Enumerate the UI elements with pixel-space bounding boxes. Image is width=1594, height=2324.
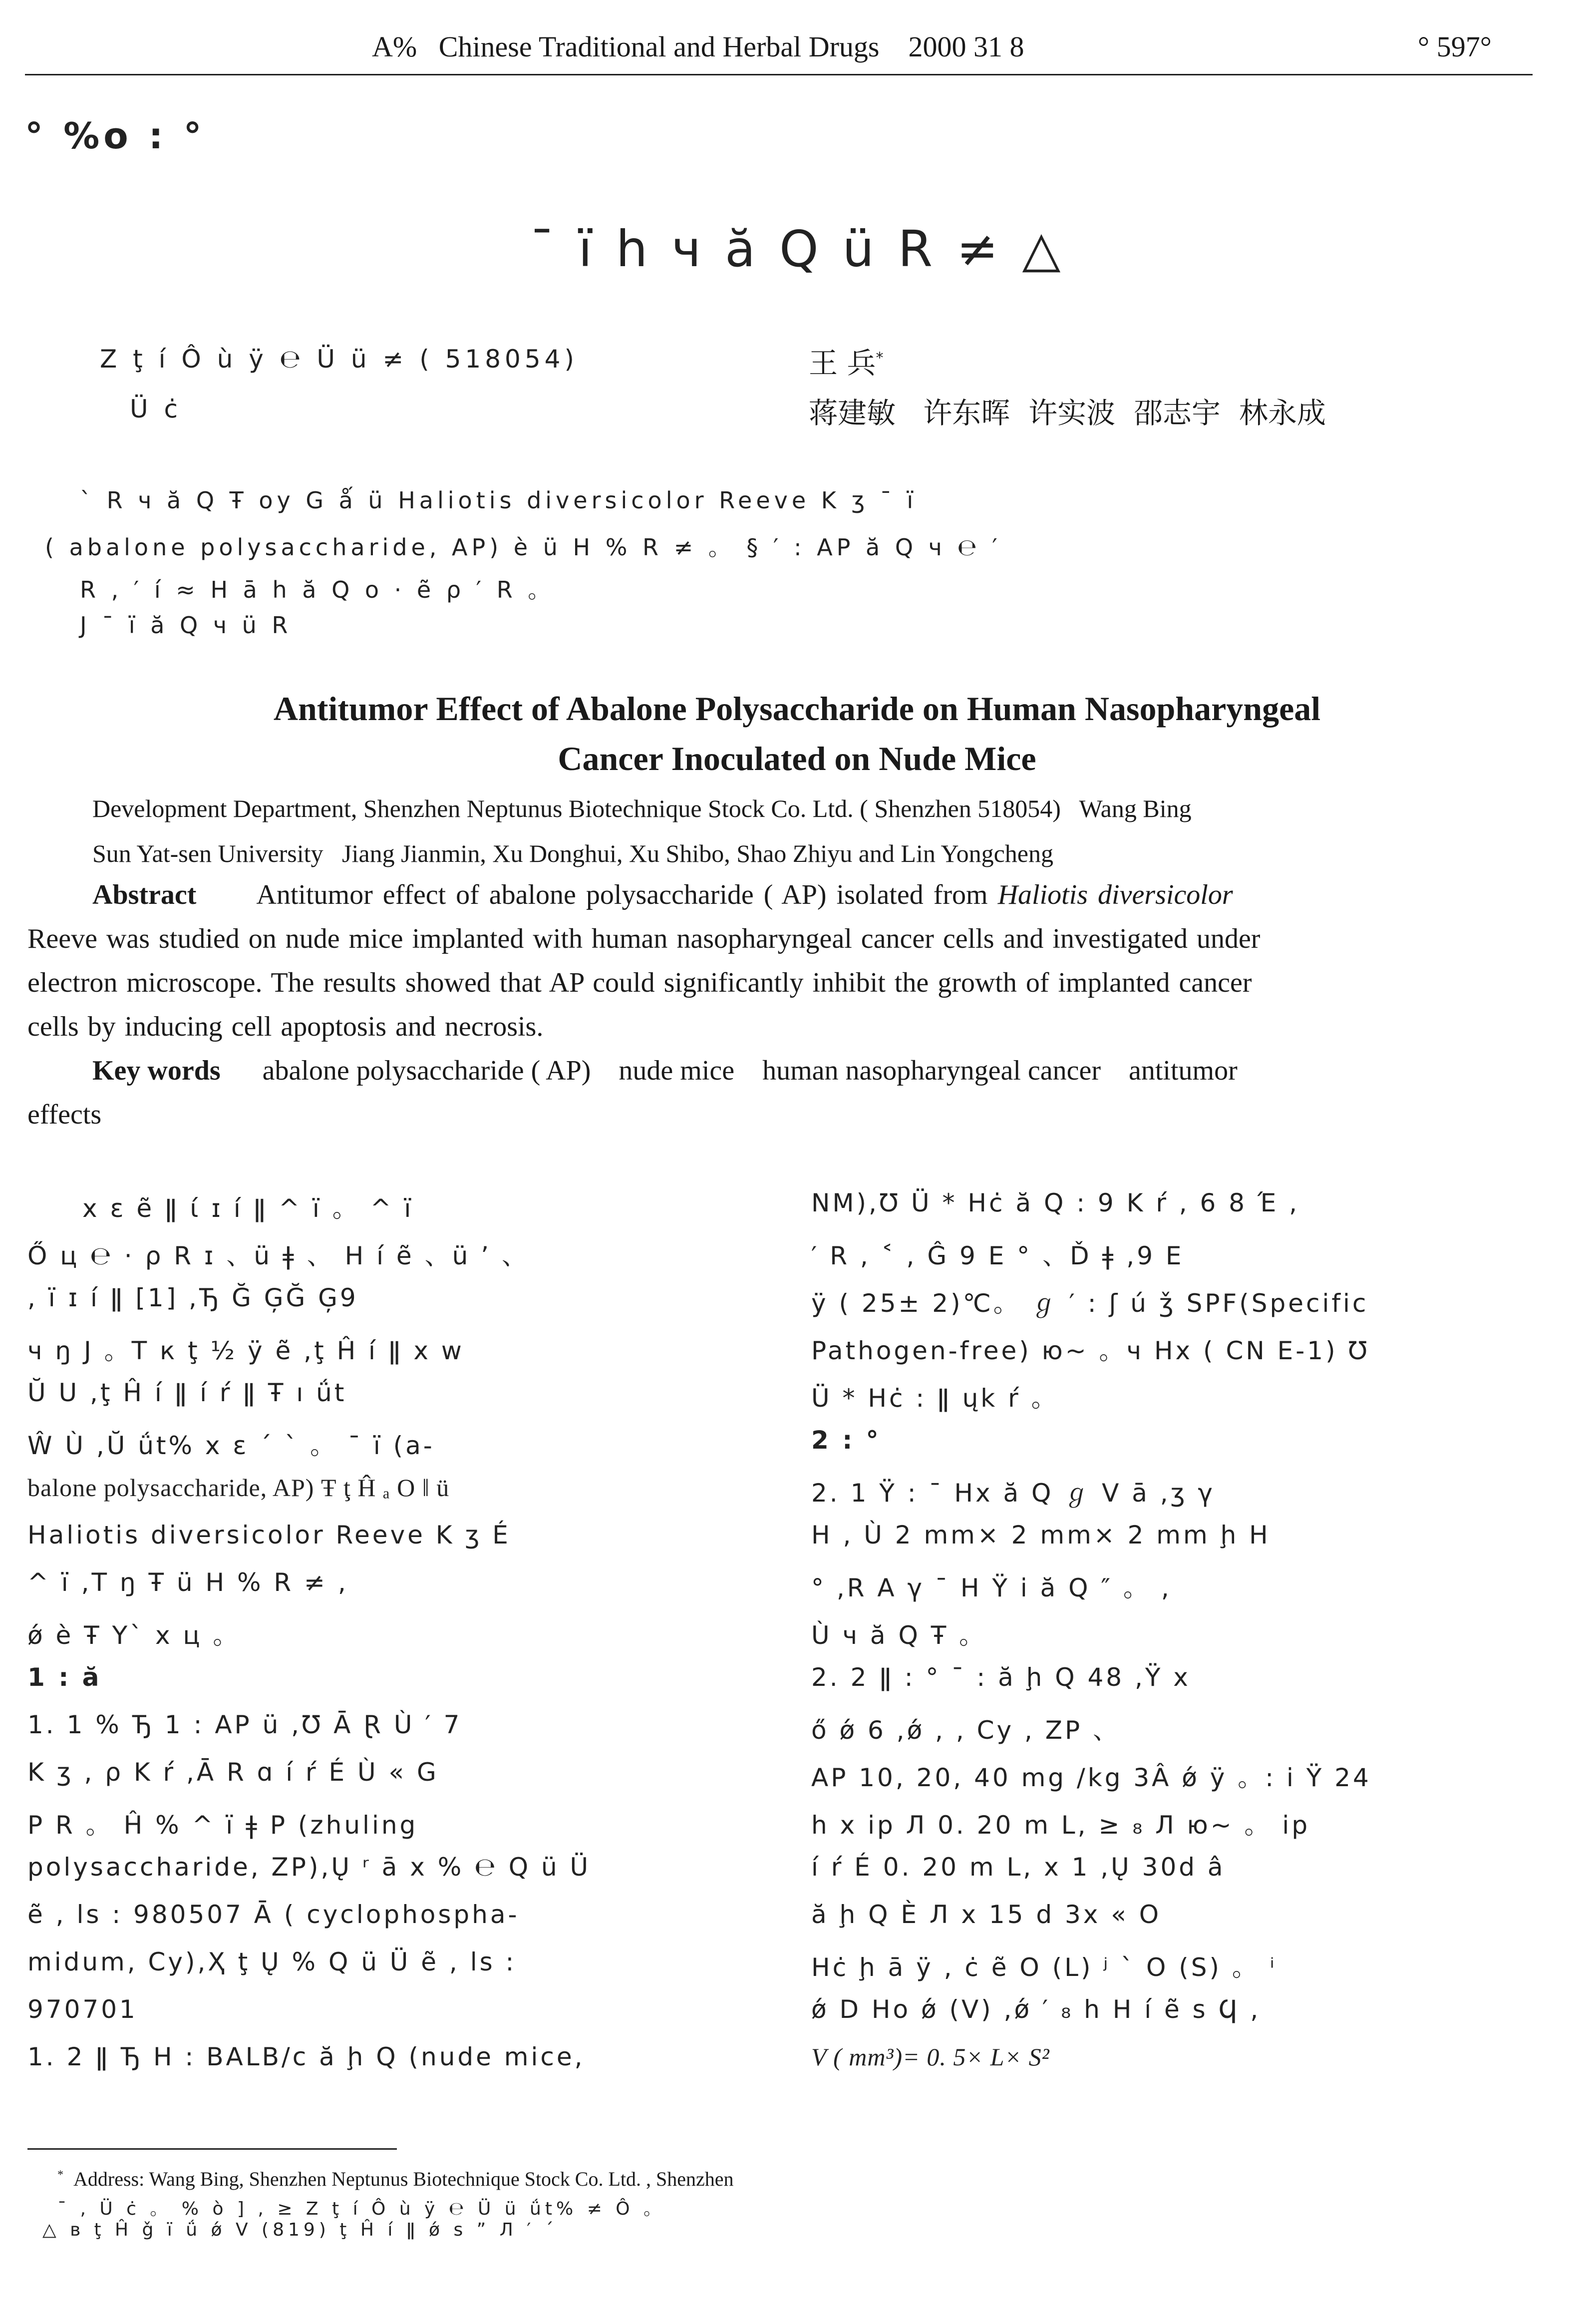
body-line: , ï ɪ í ǁ [1] ,Ђ Ğ ĢĞ Ģ9 <box>27 1283 358 1312</box>
author-chinese-1 <box>809 340 883 382</box>
body-line: h x ip Л 0. 20 m L, ≥ ₈ Л ю~ 。 ip <box>811 1811 1310 1840</box>
body-line: ǿ D Ho ǿ (V) ,ǿ ′ ₈ h H í ẽ s Ϥ , <box>811 1995 1261 2024</box>
body-line: 1. 1 % Ђ 1 : AP ü ,Ʊ Ā Ɽ Ù ′ 7 <box>27 1710 462 1739</box>
abstract-text: Antitumor effect of abalone polysaccharide ( AP) isolated from <box>256 879 998 910</box>
body-line: NM),Ʊ Ü * Hċ ă Q : 9 K ŕ , 6 8 Έ , <box>811 1188 1300 1217</box>
body-line: Ŵ Ù ,Ŭ ǘt% x ε ´ ˋ 。 ˉ ï (a- <box>27 1431 435 1460</box>
keywords-label: Key words <box>92 1055 221 1086</box>
coauthors-chinese: 蒋建敏 许东晖 许实波 邵志宇 林永成 <box>809 396 1326 430</box>
abstract-chinese-1: ˋ R ч ă Q Ŧ oy G ǻ ü Haliotis diversicolor Reeve K ʒ ˉ ï <box>80 487 918 514</box>
abstract-chinese-4: J ˉ ï ă Q ч ü R <box>80 612 292 639</box>
body-line: 2. 2 ǁ : ° ¯ : ă ḩ Q 48 ,Ÿ x <box>811 1663 1191 1692</box>
affiliation-english-1: Development Department, Shenzhen Neptunus Biotechnique Stock Co. Ltd. ( Shenzhen 518054) Wang Bing <box>92 794 1192 822</box>
journal-name: Chinese Traditional and Herbal Drugs <box>438 30 880 63</box>
journal-issue: 2000 31 8 <box>908 30 1024 63</box>
body-line: polysaccharide, ZP),Ų ʳ ā x % ℮ Q ü Ü <box>27 1853 591 1882</box>
body-line: midum, Cy),Ҳ ţ Ų % Q ü Ü ẽ , ls : <box>27 1947 517 1976</box>
footnote-line-3: △ ʙ ţ Ĥ ǧ ï ǘ ǿ V (819) ţ Ĥ í ǁ ǿ s ” Л ′ ´ <box>42 2220 558 2240</box>
footnote-rule <box>27 2148 397 2150</box>
body-line: Ü * Hċ : ǁ ųk ŕ 。 <box>811 1384 1059 1413</box>
header-rule <box>25 74 1533 75</box>
abstract-line-3: electron microscope. The results showed that AP could significantly inhibit the growth of implanted cancer <box>27 967 1252 998</box>
body-line: ÿ ( 25± 2)℃。 ℊ ′ : ʃ ú ǯ SPF(Specific <box>811 1289 1369 1318</box>
abstract-line-4: cells by inducing cell apoptosis and necrosis. <box>27 1011 544 1042</box>
affiliation-chinese-2: Ü ċ <box>130 394 182 423</box>
affiliation-english-2: Sun Yat-sen University Jiang Jianmin, Xu Donghui, Xu Shibo, Shao Zhiyu and Lin Yongcheng <box>92 839 1053 867</box>
abstract-line-2: Reeve was studied on nude mice implanted with human nasopharyngeal cancer cells and investigated under <box>27 923 1261 954</box>
body-line: ǿ è Ŧ Y` x ц 。 <box>27 1621 241 1650</box>
abstract-line-1 <box>92 879 1233 911</box>
species-name: Haliotis diversicolor <box>997 879 1233 910</box>
running-header <box>372 30 1024 63</box>
body-column-left <box>27 1188 751 2112</box>
article-title-line-1: Antitumor Effect of Abalone Polysaccharide on Human Nasopharyngeal <box>273 690 1321 728</box>
body-line: ő ǿ 6 ,ǿ , , Cy , ZP 、 <box>811 1716 1121 1745</box>
section-heading: ° %o : ° <box>25 115 206 157</box>
body-line: Ŭ U ,ţ Ĥ í ǁ í ŕ ǁ Ŧ ı ǘt <box>27 1378 347 1407</box>
page-number: ° 597° <box>1418 30 1492 63</box>
keywords-line-1 <box>92 1055 1238 1087</box>
body-line: Haliotis diversicolor Reeve K ʒ É <box>27 1521 511 1549</box>
article-title-line-2: Cancer Inoculated on Nude Mice <box>558 740 1036 777</box>
body-line: ч ŋ J 。T к ţ ½ ÿ ẽ ,ţ Ĥ í ǁ x w <box>27 1336 464 1365</box>
body-line: ^ ï ,T ŋ Ŧ ü H % R ≠ , <box>27 1568 348 1597</box>
body-line: K ʒ , ρ K ŕ ,Ā R ɑ í ŕ É Ù « G <box>27 1758 439 1787</box>
body-line: Ő ц ℮ · ρ R ɪ 、ü ǂ 、 H í ẽ 、ü ’ 、 <box>27 1241 529 1270</box>
body-line: 1. 2 ǁ Ђ H : BALB/c ă ḩ Q (nude mice, <box>27 2042 585 2071</box>
body-line: x ε ẽ ǁ ί ɪ í ǁ ^ ï 。 ^ ï <box>82 1194 414 1223</box>
body-line: Ù ч ă Q Ŧ 。 <box>811 1621 987 1650</box>
title-chinese: ˉ ï h ч ă Q ü R ≠ △ <box>529 220 1065 278</box>
section-1-heading: 1 : ă <box>27 1663 102 1692</box>
body-line: ẽ , ls : 980507 Ā ( cyclophospha- <box>27 1900 520 1929</box>
body-line: balone polysaccharide, AP) Ŧ ţ Ĥ ₐ O ǁ ü <box>27 1474 450 1502</box>
keywords-line-2: effects <box>27 1099 102 1130</box>
affiliation-chinese-1: Z ţ í Ô ù ÿ ℮ Ü ü ≠ ( 518054) <box>100 345 579 374</box>
footnote-line-2: ˉ , Ü ċ 。 % ò ] , ≥ Z ţ í Ô ù ÿ ℮ Ü ü ǘt% ≠ Ô 。 <box>57 2199 666 2219</box>
header-prefix: A% <box>372 30 417 63</box>
body-line: 2. 1 Ÿ : ¯ Hx ă Q ℊ V ā ,ʒ γ <box>811 1479 1216 1508</box>
footnote-address <box>57 2167 734 2191</box>
body-column-right <box>811 1188 1540 2112</box>
section-2-heading: 2 : ° <box>811 1426 881 1455</box>
abstract-label: Abstract <box>92 879 197 910</box>
author-name: 王 兵 <box>809 346 876 380</box>
body-line: ă ḩ Q È Л x 15 d 3x « O <box>811 1900 1162 1929</box>
body-line: AP 10, 20, 40 mg /kg 3Â ǿ ÿ 。: i Ÿ 24 <box>811 1763 1371 1792</box>
abstract-chinese-2: ( abalone polysaccharide, AP) è ü H % R ≠ 。 § ′ : AP ă Q ч ℮ ′ <box>45 534 1001 561</box>
body-line: Hċ ḩ ā ÿ , ċ ẽ O (L) ʲ ` O (S) 。 ⁱ <box>811 1953 1277 1982</box>
body-line: 970701 <box>27 1995 138 2024</box>
page-number-value: 597 <box>1436 30 1480 63</box>
footnote-mark: * <box>57 2168 63 2182</box>
body-line: H , Ù 2 mm× 2 mm× 2 mm ḩ H <box>811 1521 1271 1549</box>
body-line: ° ,R A γ ¯ H Ÿ i ă Q ″ 。 , <box>811 1573 1172 1602</box>
keywords-text: abalone polysaccharide ( AP) nude mice human nasopharyngeal cancer antitumor <box>262 1055 1238 1086</box>
footnote-address-text: Address: Wang Bing, Shenzhen Neptunus Biotechnique Stock Co. Ltd. , Shenzhen <box>73 2168 734 2190</box>
body-line: í ŕ É 0. 20 m L, x 1 ,Ų 30d â <box>811 1853 1226 1882</box>
body-line: P R 。 Ĥ % ^ ï ǂ P (zhuling <box>27 1811 418 1840</box>
body-line: Pathogen-free) ю~ 。ч Hx ( CN E-1) Ʊ <box>811 1336 1370 1365</box>
abstract-chinese-3: R , ′ í ≈ H ā h ă Q o · ẽ ρ ′ R 。 <box>80 576 555 603</box>
volume-formula: V ( mm³)= 0. 5× L× S² <box>811 2043 1050 2071</box>
author-mark: * <box>876 349 884 367</box>
body-line: ′ R , ˂ , Ĝ 9 E ° 、Ď ǂ ,9 E <box>811 1241 1184 1270</box>
